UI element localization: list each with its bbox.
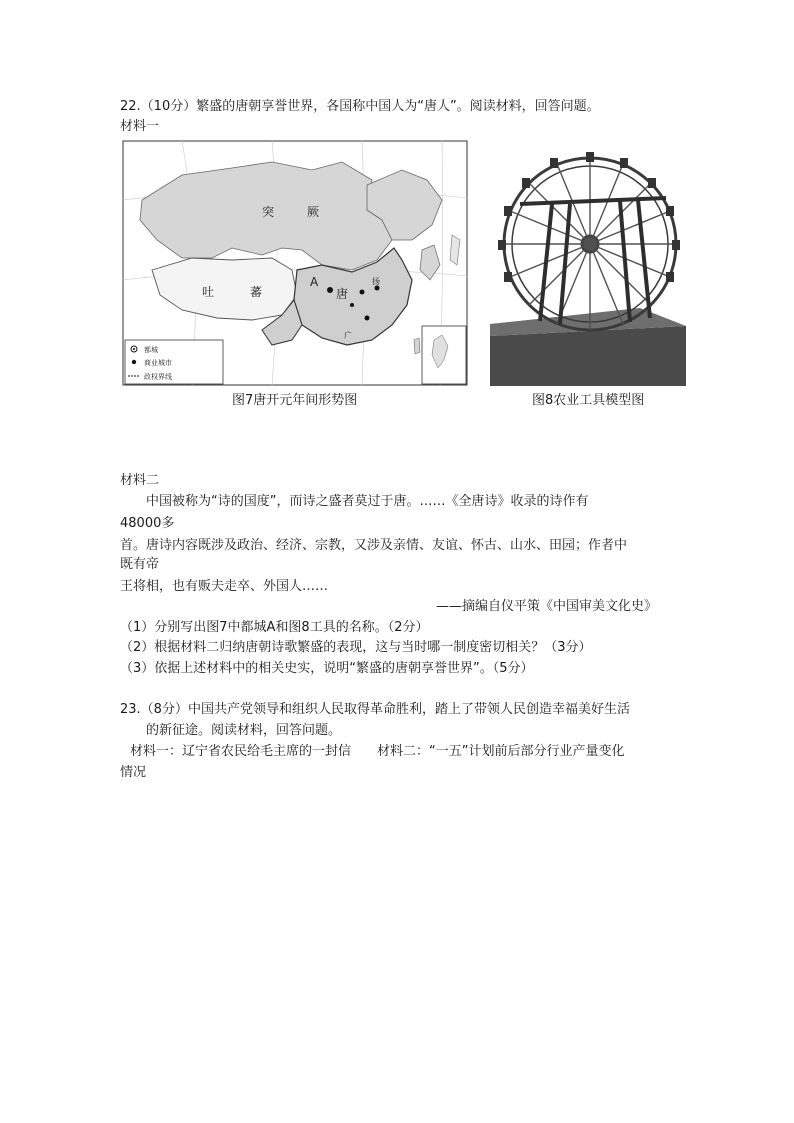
q22-sub2: （2）根据材料二归纳唐朝诗歌繁盛的表现，这与当时哪一制度密切相关？（3分）: [120, 640, 592, 655]
fig7-caption: 图7唐开元年间形势图: [232, 393, 358, 408]
tang-map: [122, 140, 468, 386]
svg-text:商业城市: 商业城市: [144, 359, 172, 367]
map-label-a: A: [310, 275, 319, 289]
q22-sub3: （3）依据上述材料中的相关史实，说明“繁盛的唐朝享誉世界”。（5分）: [120, 661, 534, 676]
q23-materials-line: 材料一：辽宁省农民给毛主席的一封信 材料二：“一五”计划前后部分行业产量变化: [130, 744, 625, 759]
tang-map-figure: [122, 140, 468, 386]
fig8-caption: 图8农业工具模型图: [532, 393, 645, 408]
material2-line-2: 48000多: [120, 516, 175, 531]
waterwheel-figure: [490, 146, 686, 386]
material2-label: 材料二: [120, 473, 160, 488]
map-label-tang: 唐: [336, 287, 349, 301]
waterwheel-model: [490, 146, 686, 386]
material2-line-3: 首。唐诗内容既涉及政治、经济、宗教，又涉及亲情、友谊、怀古、山水、田园；作者中: [120, 538, 628, 553]
q22-heading: 22.（10分）繁盛的唐朝享誉世界，各国称中国人为“唐人”。阅读材料，回答问题。: [120, 99, 600, 114]
q23-materials-line2: 情况: [120, 765, 147, 780]
material2-line-5: 王将相，也有贩夫走卒、外国人……: [120, 579, 329, 594]
q22-sub1: （1）分别写出图7中都城A和图8工具的名称。（2分）: [120, 620, 429, 635]
map-label-jue: 厥: [307, 205, 320, 219]
material2-line-4: 既有帝: [120, 557, 160, 572]
map-label-tu2: 吐: [202, 285, 215, 299]
map-legend: [125, 340, 223, 384]
capital-a-marker: [327, 287, 333, 293]
q23-heading-line2: 的新征途。阅读材料，回答问题。: [146, 723, 342, 738]
map-label-fan: 蕃: [250, 285, 263, 299]
material2-source: ——摘编自仪平策《中国审美文化史》: [436, 599, 658, 614]
svg-text:政权界线: 政权界线: [144, 373, 172, 381]
material1-label: 材料一: [120, 119, 160, 134]
q23-heading-line1: 23.（8分）中国共产党领导和组织人民取得革命胜利，踏上了带领人民创造幸福美好生活: [120, 702, 630, 717]
map-label-guang: 广: [344, 331, 352, 340]
svg-text:都城: 都城: [144, 346, 158, 354]
map-label-yang: 扬: [372, 277, 380, 286]
map-label-tu: 突: [262, 205, 275, 219]
material2-line-1: 中国被称为“诗的国度”，而诗之盛者莫过于唐。……《全唐诗》收录的诗作有: [146, 494, 589, 509]
